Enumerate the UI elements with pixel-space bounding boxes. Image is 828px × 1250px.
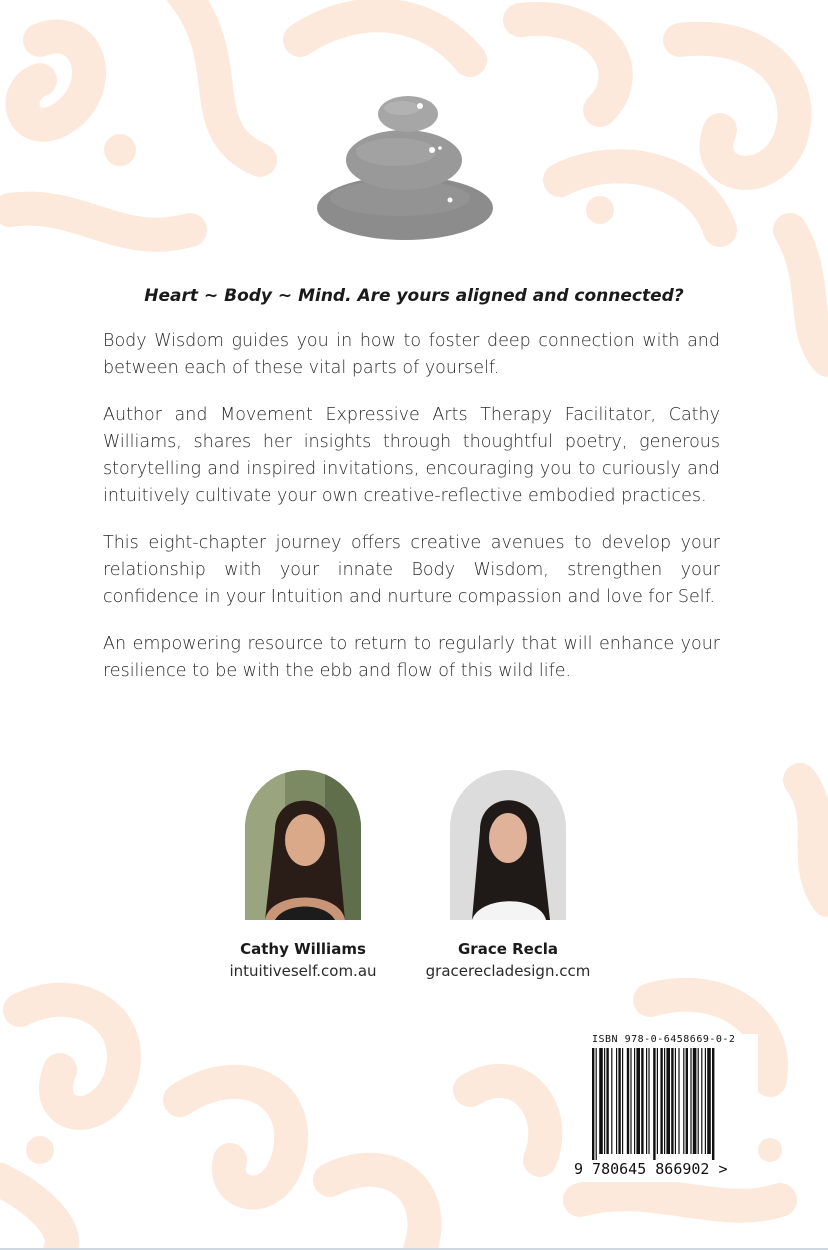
isbn-label: ISBN 978-0-6458669-0-2 [592,1034,736,1045]
isbn-digits: 9 780645 866902 > [574,1160,728,1178]
designer-website[interactable]: gracerecladesign.ccm [425,962,591,980]
barcode-bars [574,1048,758,1160]
designer-photo [450,770,566,920]
author-website[interactable]: intuitiveself.com.au [229,962,377,980]
paragraph: This eight-chapter journey offers creative avenues to develop your relationship with your innate Body Wisdom, strengthen your confidence in your Intuition and nurture compassion and love for Self. [103,533,720,607]
tagline: Heart ~ Body ~ Mind. Are yours aligned and connected? [144,286,684,306]
designer-name: Grace Recla [458,940,558,958]
stacked-stones-icon [300,88,510,248]
isbn-barcode [574,1034,758,1182]
paragraph: Body Wisdom guides you in how to foster deep connection with and between each of these vital parts of yourself. [103,331,720,378]
description [103,328,720,705]
contributor-grace [408,770,608,980]
contributor-cathy [203,770,403,980]
author-name: Cathy Williams [240,940,366,958]
author-photo [245,770,361,920]
paragraph: Author and Movement Expressive Arts Therapy Facilitator, Cathy Williams, shares her insights through thoughtful poetry, generous storytelling and inspired invitations, encouraging you to curiously and intuitively cultivate your own creative-reflective embodied practices. [103,405,720,506]
paragraph: An empowering resource to return to regularly that will enhance your resilience to be with the ebb and flow of this wild life. [103,634,720,681]
